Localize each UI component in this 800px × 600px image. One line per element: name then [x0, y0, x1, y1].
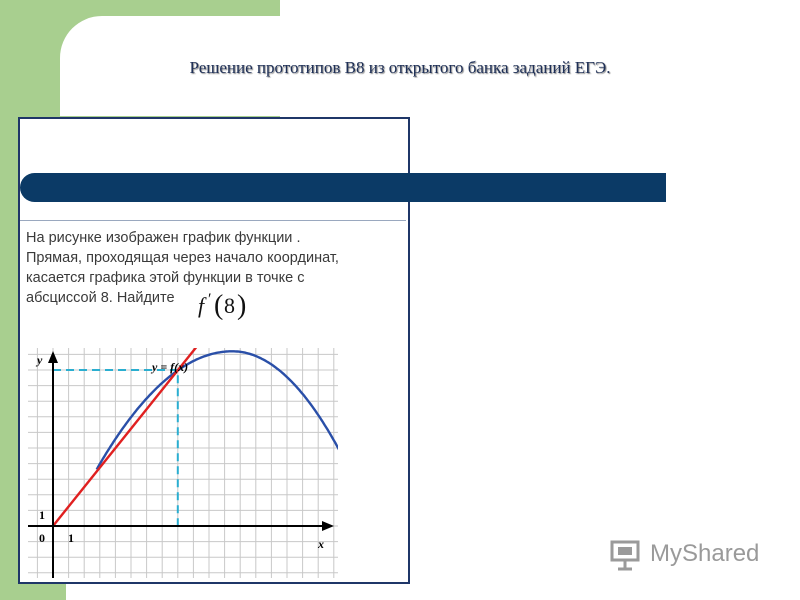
watermark-text: MyShared [650, 540, 760, 567]
x-axis-label: x [318, 537, 324, 551]
problem-line-2: Прямая, проходящая через начало координат, [26, 250, 339, 266]
derivative-formula [196, 290, 252, 320]
formula-func: f [198, 293, 205, 318]
origin-label: 0 [39, 531, 45, 545]
formula-lparen: ( [214, 290, 224, 320]
formula-rparen: ) [237, 290, 247, 320]
function-graph [28, 348, 338, 578]
x-axis-arrow-icon [322, 521, 334, 531]
tangent-line [53, 348, 248, 526]
formula-arg: 8 [224, 293, 235, 318]
problem-line-4: абсциссой 8. Найдите [26, 290, 175, 306]
problem-line-3: касается графика этой функции в точке с [26, 270, 305, 286]
divider [20, 220, 406, 221]
slide-title: Решение прототипов В8 из открытого банка заданий ЕГЭ. [189, 58, 611, 77]
formula-prime: ′ [208, 291, 212, 308]
problem-line-1: На рисунке изображен график функции . [26, 230, 301, 246]
y-axis-label: y [37, 353, 43, 367]
y-tick-label: 1 [39, 508, 45, 522]
presentation-board-icon [612, 542, 638, 569]
y-axis-arrow-icon [48, 351, 58, 363]
decorative-band [20, 173, 666, 202]
function-label: y = f(x) [152, 360, 189, 374]
x-tick-label: 1 [68, 531, 74, 545]
